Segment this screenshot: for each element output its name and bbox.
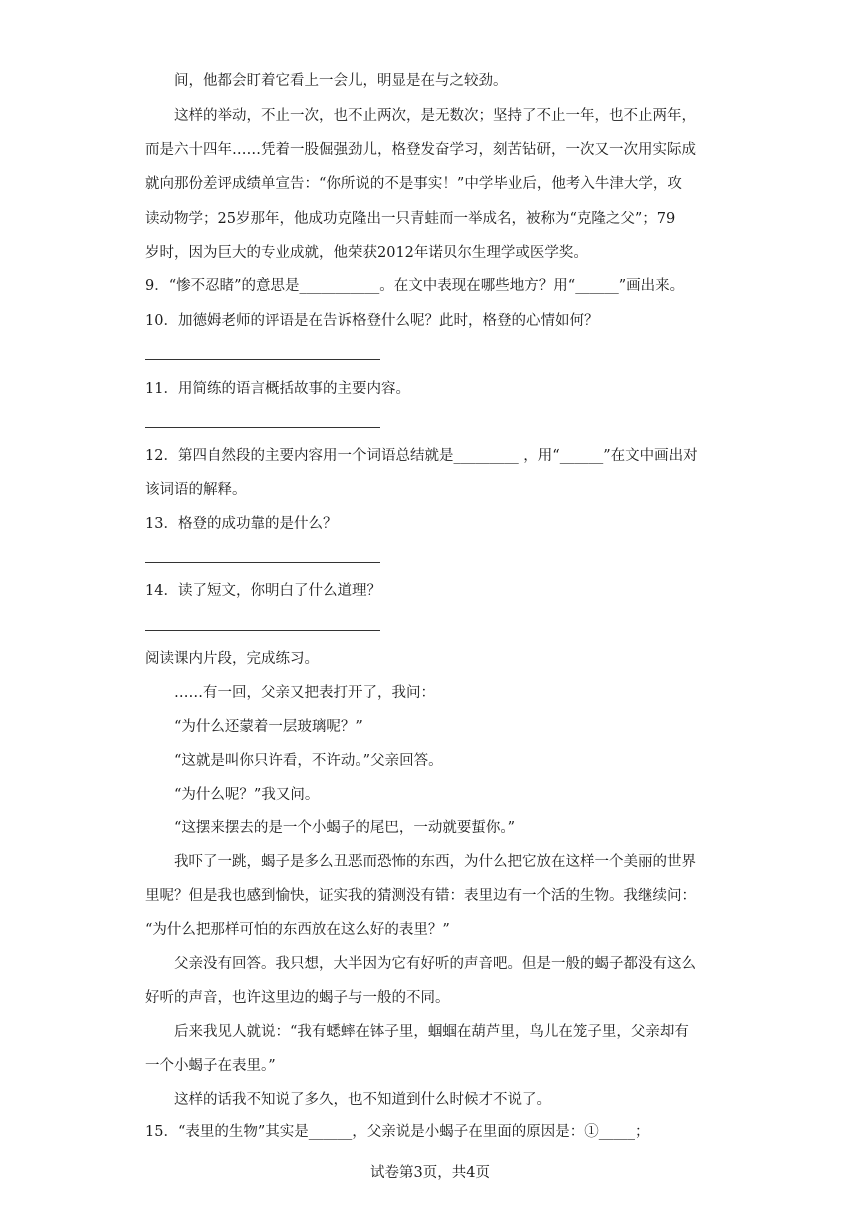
passage-line: 这样的举动，不止一次，也不止两次，是无数次；坚持了不止一年，也不止两年， — [174, 108, 696, 124]
passage-line: 而是六十四年……凭着一股倔强劲儿，格登发奋学习，刻苦钻研，一次又一次用实际成 — [145, 142, 696, 158]
question-15: 15．“表里的生物”其实是______，父亲说是小蝎子在里面的原因是：①_____； — [145, 1124, 650, 1140]
passage-line: “这摆来摆去的是一个小蝎子的尾巴，一动就要蜇你。” — [174, 820, 516, 836]
section-intro: 阅读课内片段，完成练习。 — [145, 651, 319, 667]
passage-line: 这样的话我不知说了多久，也不知道到什么时候才不说了。 — [174, 1092, 551, 1108]
passage-line: “为什么把那样可怕的东西放在这么好的表里？” — [145, 922, 450, 938]
passage-line: “为什么还蒙着一层玻璃呢？” — [174, 719, 363, 735]
question-9: 9．“惨不忍睹”的意思是___________。在文中表现在哪些地方？用“______”画出来。 — [145, 278, 685, 294]
passage-line: 读动物学；25岁那年，他成功克隆出一只青蛙而一举成名，被称为“克隆之父”；79 — [145, 211, 676, 227]
passage-line: “这就是叫你只许看，不许动。”父亲回答。 — [174, 753, 443, 769]
passage-line: 我吓了一跳，蝎子是多么丑恶而恐怖的东西，为什么把它放在这样一个美丽的世界 — [174, 854, 696, 870]
passage-line: 好听的声音，也许这里边的蝎子与一般的不同。 — [145, 990, 450, 1006]
question-12: 12．第四自然段的主要内容用一个词语总结就是_________ ，用“______”在文中画出对 — [145, 448, 698, 464]
passage-line: 岁时，因为巨大的专业成就，他荣获2012年诺贝尔生理学或医学奖。 — [145, 245, 588, 261]
passage-line: ……有一回，父亲又把表打开了，我问： — [174, 685, 435, 701]
question-14: 14．读了短文，你明白了什么道理？ — [145, 583, 381, 599]
answer-line[interactable] — [145, 427, 380, 428]
question-10: 10．加德姆老师的评语是在告诉格登什么呢？此时，格登的心情如何？ — [145, 313, 599, 329]
passage-line: 一个小蝎子在表里。” — [145, 1058, 276, 1074]
question-12-continued: 该词语的解释。 — [145, 482, 247, 498]
page-footer: 试卷第3页，共4页 — [370, 1165, 490, 1181]
answer-line[interactable] — [145, 359, 380, 360]
answer-line[interactable] — [145, 630, 380, 631]
passage-line: 就向那份差评成绩单宣告：“你所说的不是事实！”中学毕业后，他考入牛津大学，攻 — [145, 176, 682, 192]
passage-line: 里呢？但是我也感到愉快，证实我的猜测没有错：表里边有一个活的生物。我继续问： — [145, 888, 696, 904]
question-11: 11．用简练的语言概括故事的主要内容。 — [145, 381, 410, 397]
passage-line: “为什么呢？”我又问。 — [174, 787, 320, 803]
answer-line[interactable] — [145, 562, 380, 563]
passage-line: 间，他都会盯着它看上一会儿，明显是在与之较劲。 — [174, 73, 508, 89]
passage-line: 父亲没有回答。我只想，大半因为它有好听的声音吧。但是一般的蝎子都没有这么 — [174, 956, 696, 972]
passage-line: 后来我见人就说：“我有蟋蟀在钵子里，蝈蝈在葫芦里，鸟儿在笼子里，父亲却有 — [174, 1024, 689, 1040]
question-13: 13．格登的成功靠的是什么？ — [145, 516, 338, 532]
